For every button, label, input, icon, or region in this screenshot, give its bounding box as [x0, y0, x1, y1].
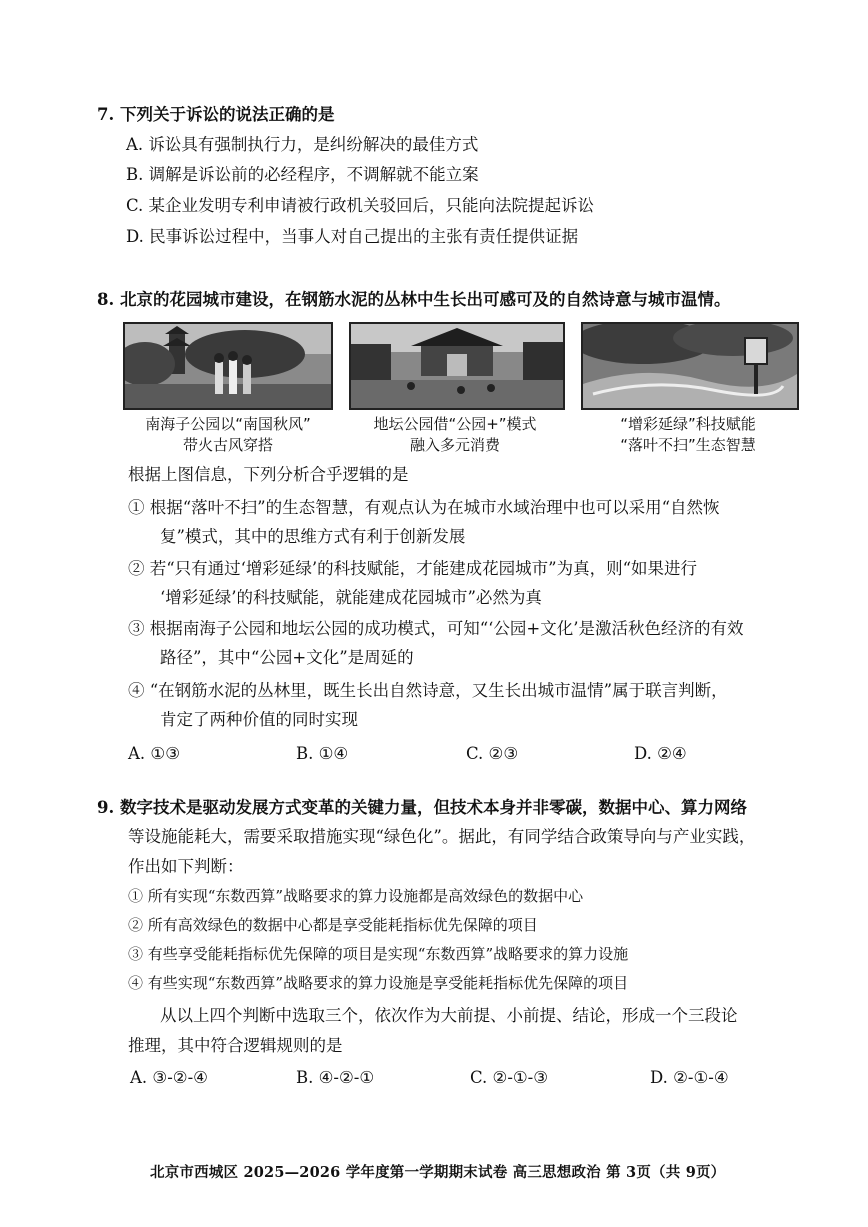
page-footer: 北京市西城区 2025—2026 学年度第一学期期末试卷 高三思想政治 第 3页（共 9页）	[150, 1164, 726, 1181]
q7-option-b: B. 调解是诉讼前的必经程序，不调解就不能立案	[126, 165, 479, 184]
q9-prompt-line2: 推理，其中符合逻辑规则的是	[128, 1036, 343, 1055]
q9-choice-d: D. ②-①-④	[650, 1068, 729, 1087]
q7-option-c: C. 某企业发明专利申请被行政机关驳回后，只能向法院提起诉讼	[126, 196, 595, 215]
q9-choices	[130, 1067, 770, 1089]
park-photo-nanhaizi	[123, 322, 333, 410]
q7-option-d: D. 民事诉讼过程中，当事人对自己提出的主张有责任提供证据	[126, 227, 579, 246]
photo-caption-ditan	[349, 414, 561, 456]
q7-option-a: A. 诉讼具有强制执行力，是纠纷解决的最佳方式	[126, 135, 479, 154]
q7-title: 7. 下列关于诉讼的说法正确的是	[97, 105, 335, 124]
park-photo-greenway	[581, 322, 799, 410]
q8-statement-3-line2: 路径”，其中“公园+文化”是周延的	[160, 648, 414, 667]
q9-choice-a: A. ③-②-④	[130, 1068, 208, 1087]
q8-choice-a: A. ①③	[128, 744, 180, 763]
q9-statement-4: ④ 有些实现“东数西算”战略要求的算力设施是享受能耗指标优先保障的项目	[128, 974, 629, 992]
q8-statement-4-line2: 肯定了两种价值的同时实现	[160, 710, 358, 729]
q9-prompt-line1: 从以上四个判断中选取三个，依次作为大前提、小前提、结论，形成一个三段论	[160, 1006, 738, 1025]
q8-title: 8. 北京的花园城市建设，在钢筋水泥的丛林中生长出可感可及的自然诗意与城市温情。	[97, 290, 731, 309]
q9-choice-c: C. ②-①-③	[470, 1068, 549, 1087]
caption-line: 融入多元消费	[409, 436, 500, 454]
caption-line: “增彩延绿”科技赋能	[620, 415, 756, 433]
q9-intro-line3: 作出如下判断：	[128, 857, 244, 876]
q8-statement-1-line1: ① 根据“落叶不扫”的生态智慧，有观点认为在城市水域治理中也可以采用“自然恢	[128, 498, 720, 517]
q9-intro-line2: 等设施能耗大，需要采取措施实现“绿色化”。据此，有同学结合政策导向与产业实践，	[128, 827, 756, 846]
caption-line: 地坛公园借“公园+”模式	[373, 415, 537, 433]
q8-statement-1-line2: 复”模式，其中的思维方式有利于创新发展	[160, 527, 466, 546]
caption-line: 带火古风穿搭	[182, 436, 273, 454]
q8-choices	[128, 743, 768, 765]
caption-line: “落叶不扫”生态智慧	[620, 436, 756, 454]
q9-statement-2: ② 所有高效绿色的数据中心都是享受能耗指标优先保障的项目	[128, 916, 538, 934]
q8-choice-b: B. ①④	[296, 744, 349, 763]
q8-choice-c: C. ②③	[466, 744, 519, 763]
q9-intro-line1: 9. 数字技术是驱动发展方式变革的关键力量，但技术本身并非零碳，数据中心、算力网络	[97, 798, 747, 817]
q9-statement-3: ③ 有些享受能耗指标优先保障的项目是实现“东数西算”战略要求的算力设施	[128, 945, 629, 963]
q9-choice-b: B. ④-②-①	[296, 1068, 375, 1087]
q8-statement-3-line1: ③ 根据南海子公园和地坛公园的成功模式，可知“‘公园+文化’是激活秋色经济的有效	[128, 619, 744, 638]
q8-choice-d: D. ②④	[634, 744, 687, 763]
caption-line: 南海子公园以“南国秋风”	[145, 415, 311, 433]
photo-caption-greenway	[581, 414, 795, 456]
photo-caption-nanhaizi	[123, 414, 333, 456]
q8-statement-2-line1: ② 若“只有通过‘增彩延绿’的科技赋能，才能建成花园城市”为真，则“如果进行	[128, 559, 698, 578]
park-photo-ditan	[349, 322, 565, 410]
q8-prompt: 根据上图信息，下列分析合乎逻辑的是	[128, 465, 409, 484]
q8-statement-4-line1: ④ “在钢筋水泥的丛林里，既生长出自然诗意，又生长出城市温情”属于联言判断，	[128, 681, 728, 700]
q8-statement-2-line2: ‘增彩延绿’的科技赋能，就能建成花园城市”必然为真	[160, 588, 542, 607]
q9-statement-1: ① 所有实现“东数西算”战略要求的算力设施都是高效绿色的数据中心	[128, 887, 584, 905]
